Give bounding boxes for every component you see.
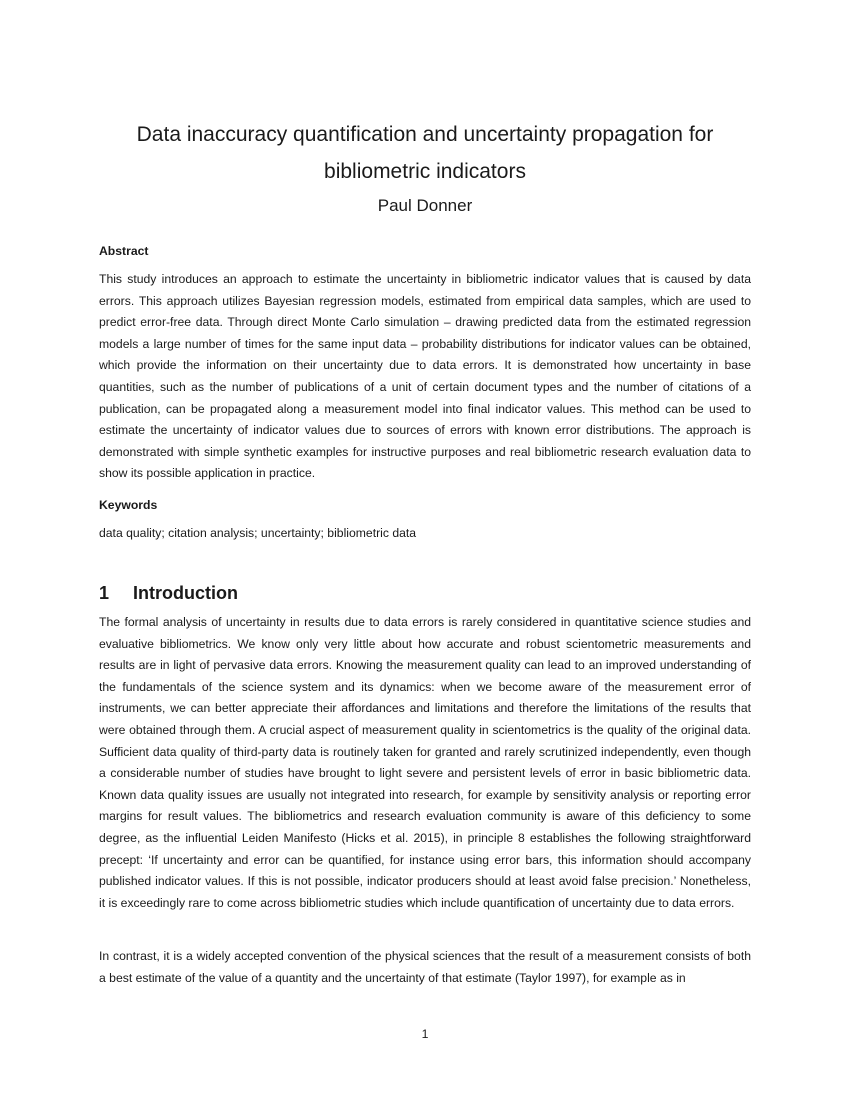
keywords-heading: Keywords [99, 498, 158, 512]
abstract-heading: Abstract [99, 244, 149, 258]
section-title: Introduction [133, 583, 238, 603]
intro-paragraph-1: The formal analysis of uncertainty in results due to data errors is rarely considered in quantitative science studies and evaluative bibliometrics. We know only very little about how accurate and robust scientometric measurements and results are in light of pervasive data errors. Knowing the measurement quality can lead to an improved understanding of the fundamentals of the science system and its dynamics: when we become aware of the measurement error of instruments, we can better appreciate their affordances and limitations and therefore the limitations of the results that were obtained through them. A crucial aspect of measurement quality in scientometrics is the quality of the original data. Sufficient data quality of third-party data is routinely taken for granted and rarely scrutinized independently, even though a considerable number of studies have brought to light severe and persistent levels of error in basic bibliometric data. Known data quality issues are usually not integrated into research, for example by sensitivity analysis or reporting error margins for result values. The bibliometrics and research evaluation community is aware of this deficiency to some degree, as the influential Leiden Manifesto (Hicks et al. 2015), in principle 8 establishes the following straightforward precept: ‘If uncertainty and error can be quantified, for instance using error bars, this information should accompany published indicator values. If this is not possible, indicator producers should at least avoid false precision.’ Nonetheless, it is exceedingly rare to come across bibliometric studies which include quantification of uncertainty due to data errors. [99, 615, 751, 910]
author-name: Paul Donner [377, 196, 473, 215]
paper-title: Data inaccuracy quantification and uncertainty propagation for bibliometric indicators [136, 123, 714, 184]
page-number: 1 [421, 1027, 429, 1041]
abstract-text: This study introduces an approach to estimate the uncertainty in bibliometric indicator values that is caused by data errors. This approach utilizes Bayesian regression models, estimated from empirical data samples, which are used to predict error-free data. Through direct Monte Carlo simulation – drawing predicted data from the estimated regression models a large number of times for the same input data – probability distributions for indicator values can be obtained, which provide the information on their uncertainty due to data errors. It is demonstrated how uncertainty in base quantities, such as the number of publications of a unit of certain document types and the number of citations of a publication, can be propagated along a measurement model into final indicator values. This method can be used to estimate the uncertainty of indicator values due to sources of errors with known error distributions. The approach is demonstrated with simple synthetic examples for instructive purposes and real bibliometric research evaluation data to show its possible application in practice. [99, 272, 751, 481]
intro-paragraph-2: In contrast, it is a widely accepted convention of the physical sciences that the result of a measurement consists of both a best estimate of the value of a quantity and the uncertainty of that estimate (Taylor 1997), for example as in [99, 949, 751, 985]
section-heading [99, 580, 238, 606]
keywords-text: data quality; citation analysis; uncertainty; bibliometric data [99, 526, 417, 540]
section-number: 1 [99, 583, 110, 603]
